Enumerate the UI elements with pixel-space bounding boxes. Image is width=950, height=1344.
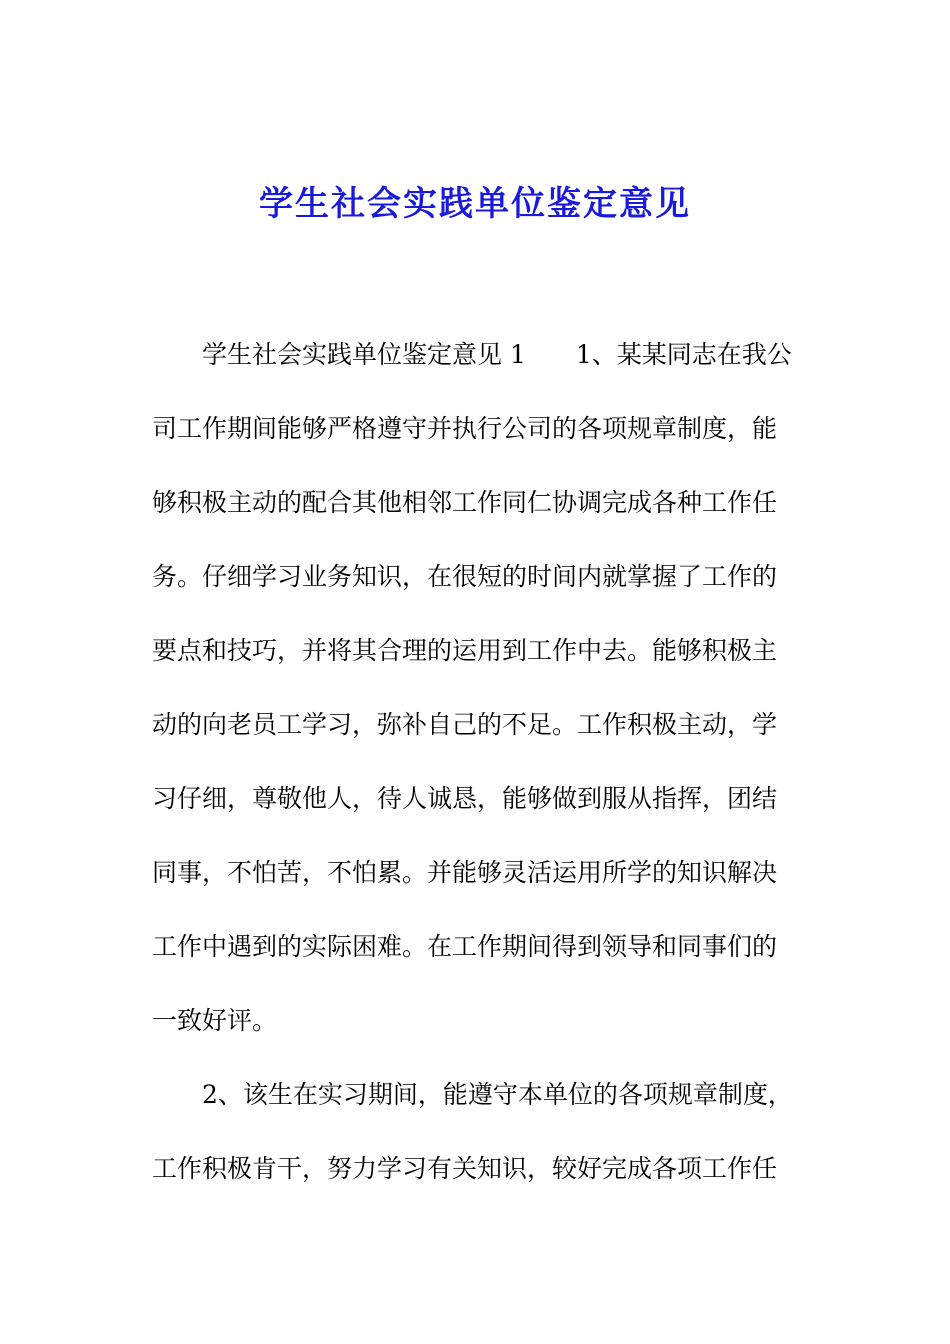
paragraph-line: 习仔细，尊敬他人，待人诚恳，能够做到服从指挥，团结	[152, 784, 778, 813]
paragraph-line: 务。仔细学习业务知识，在很短的时间内就掌握了工作的	[152, 562, 778, 591]
document-title: 学生社会实践单位鉴定意见	[259, 184, 691, 224]
paragraph-line: 2、该生在实习期间，能遵守本单位的各项规章制度，	[202, 1080, 793, 1109]
paragraph-2	[152, 1058, 802, 1206]
paragraph-line: 要点和技巧，并将其合理的运用到工作中去。能够积极主	[152, 636, 778, 665]
paragraph-line: 一致好评。	[152, 1006, 278, 1035]
paragraph-1	[152, 318, 802, 1058]
paragraph-line: 工作中遇到的实际困难。在工作期间得到领导和同事们的	[152, 932, 778, 961]
paragraph-line: 工作积极肯干，努力学习有关知识，较好完成各项工作任	[152, 1154, 778, 1183]
paragraph-line: 司工作期间能够严格遵守并执行公司的各项规章制度，能	[152, 414, 778, 443]
paragraph-line: 同事，不怕苦，不怕累。并能够灵活运用所学的知识解决	[152, 858, 778, 887]
paragraph-line: 学生社会实践单位鉴定意见 1 1、某某同志在我公	[202, 340, 792, 369]
paragraph-line: 动的向老员工学习，弥补自己的不足。工作积极主动，学	[152, 710, 778, 739]
paragraph-line: 够积极主动的配合其他相邻工作同仁协调完成各种工作任	[152, 488, 778, 517]
